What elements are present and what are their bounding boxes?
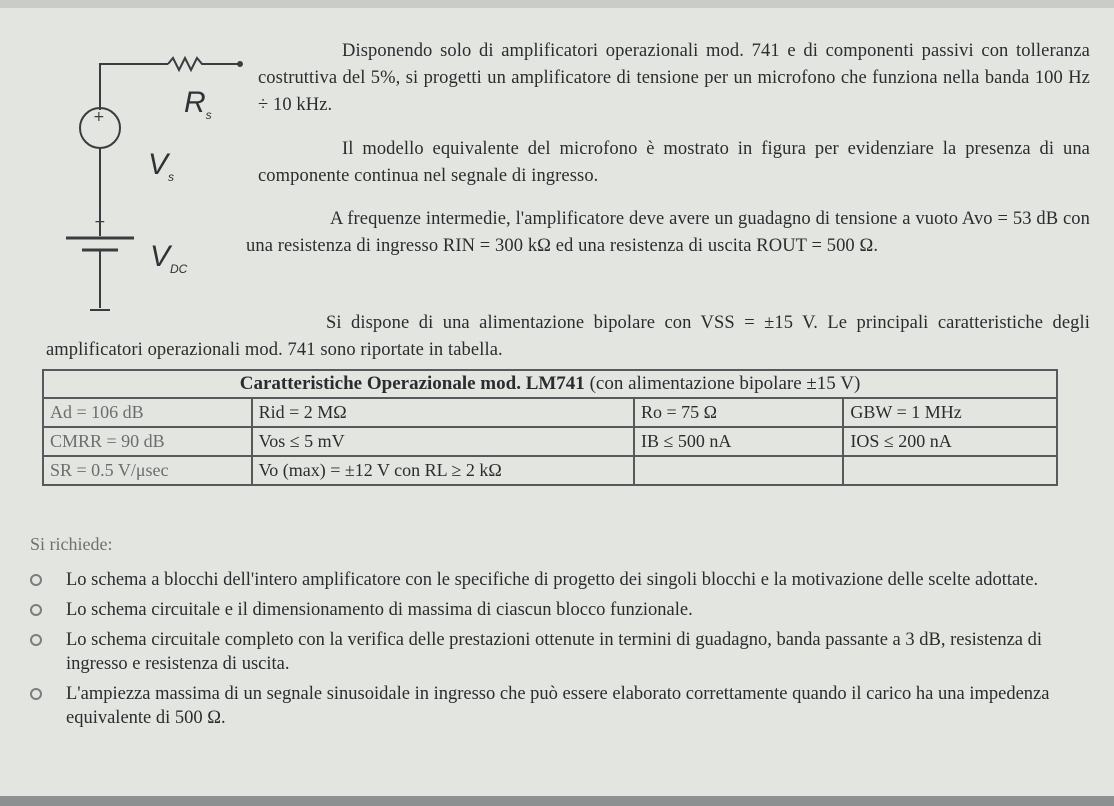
circle-bullet-icon — [30, 574, 42, 586]
requests-heading: Si richiede: — [30, 534, 113, 554]
specs-table — [42, 397, 1058, 486]
table-cell: Rid = 2 MΩ — [252, 398, 634, 427]
table-cell: Ad = 106 dB — [43, 398, 252, 427]
list-item: Lo schema circuitale e il dimensionamento di massima di ciascun blocco funzionale. — [30, 598, 1090, 622]
table-row — [43, 398, 1057, 427]
table-cell — [634, 456, 843, 485]
list-item: L'ampiezza massima di un segnale sinusoidale in ingresso che può essere elaborato correttamente quando il carico ha una impedenza equivalente di 500 Ω. — [30, 682, 1090, 730]
table-cell: SR = 0.5 V/μsec — [43, 456, 252, 485]
microphone-circuit-diagram — [40, 40, 250, 330]
bottom-edge — [0, 796, 1114, 806]
table-cell: GBW = 1 MHz — [843, 398, 1057, 427]
table-cell: CMRR = 90 dB — [43, 427, 252, 456]
list-item: Lo schema circuitale completo con la verifica delle prestazioni ottenute in termini di guadagno, banda passante a 3 dB, resistenza di ingresso e resistenza di uscita. — [30, 628, 1090, 676]
circle-bullet-icon — [30, 688, 42, 700]
paragraph-requirements: A frequenze intermedie, l'amplificatore deve avere un guadagno di tensione a vuoto Avo = 53 dB con una resistenza di ingresso RIN = 300 kΩ ed una resistenza di uscita ROUT = 500 Ω. — [246, 209, 1090, 256]
table-cell: Ro = 75 Ω — [634, 398, 843, 427]
label-rs: $R_s$ — [184, 86, 212, 122]
top-edge — [0, 0, 1114, 8]
table-cell: Vo (max) = ±12 V con RL ≥ 2 kΩ — [252, 456, 634, 485]
table-title: Caratteristiche Operazionale mod. LM741 (con alimentazione bipolare ±15 V) — [42, 369, 1058, 397]
wire-top — [100, 64, 168, 110]
svg-text:+: + — [94, 214, 106, 230]
requests-list — [30, 568, 1090, 736]
table-cell: IOS ≤ 200 nA — [843, 427, 1057, 456]
terminal-dot — [238, 62, 242, 66]
label-vdc: $V_{DC}$ — [150, 240, 188, 276]
paragraph-model: Il modello equivalente del microfono è mostrato in figura per evidenziare la presenza di una componente continua nel segnale di ingresso. — [258, 139, 1090, 186]
table-cell: IB ≤ 500 nA — [634, 427, 843, 456]
table-cell: Vos ≤ 5 mV — [252, 427, 634, 456]
circle-bullet-icon — [30, 604, 42, 616]
paragraph-supply: Si dispone di una alimentazione bipolare con VSS = ±15 V. Le principali caratteristiche degli amplificatori operazionali mod. 741 sono riportate in tabella. — [46, 313, 1090, 360]
svg-text:+: + — [93, 109, 105, 125]
paragraph-intro: Disponendo solo di amplificatori operazionali mod. 741 e di componenti passivi con tolleranza costruttiva del 5%, si progetti un amplificatore di tensione per un microfono che funziona nella banda 100 Hz ÷ 10 kHz. — [258, 41, 1090, 115]
table-cell — [843, 456, 1057, 485]
table-row — [43, 456, 1057, 485]
label-vs: $V_s$ — [148, 148, 175, 184]
list-item: Lo schema a blocchi dell'intero amplificatore con le specifiche di progetto dei singoli blocchi e la motivazione delle scelte adottate. — [30, 568, 1090, 592]
table-row — [43, 427, 1057, 456]
circle-bullet-icon — [30, 634, 42, 646]
resistor-rs — [168, 58, 238, 70]
